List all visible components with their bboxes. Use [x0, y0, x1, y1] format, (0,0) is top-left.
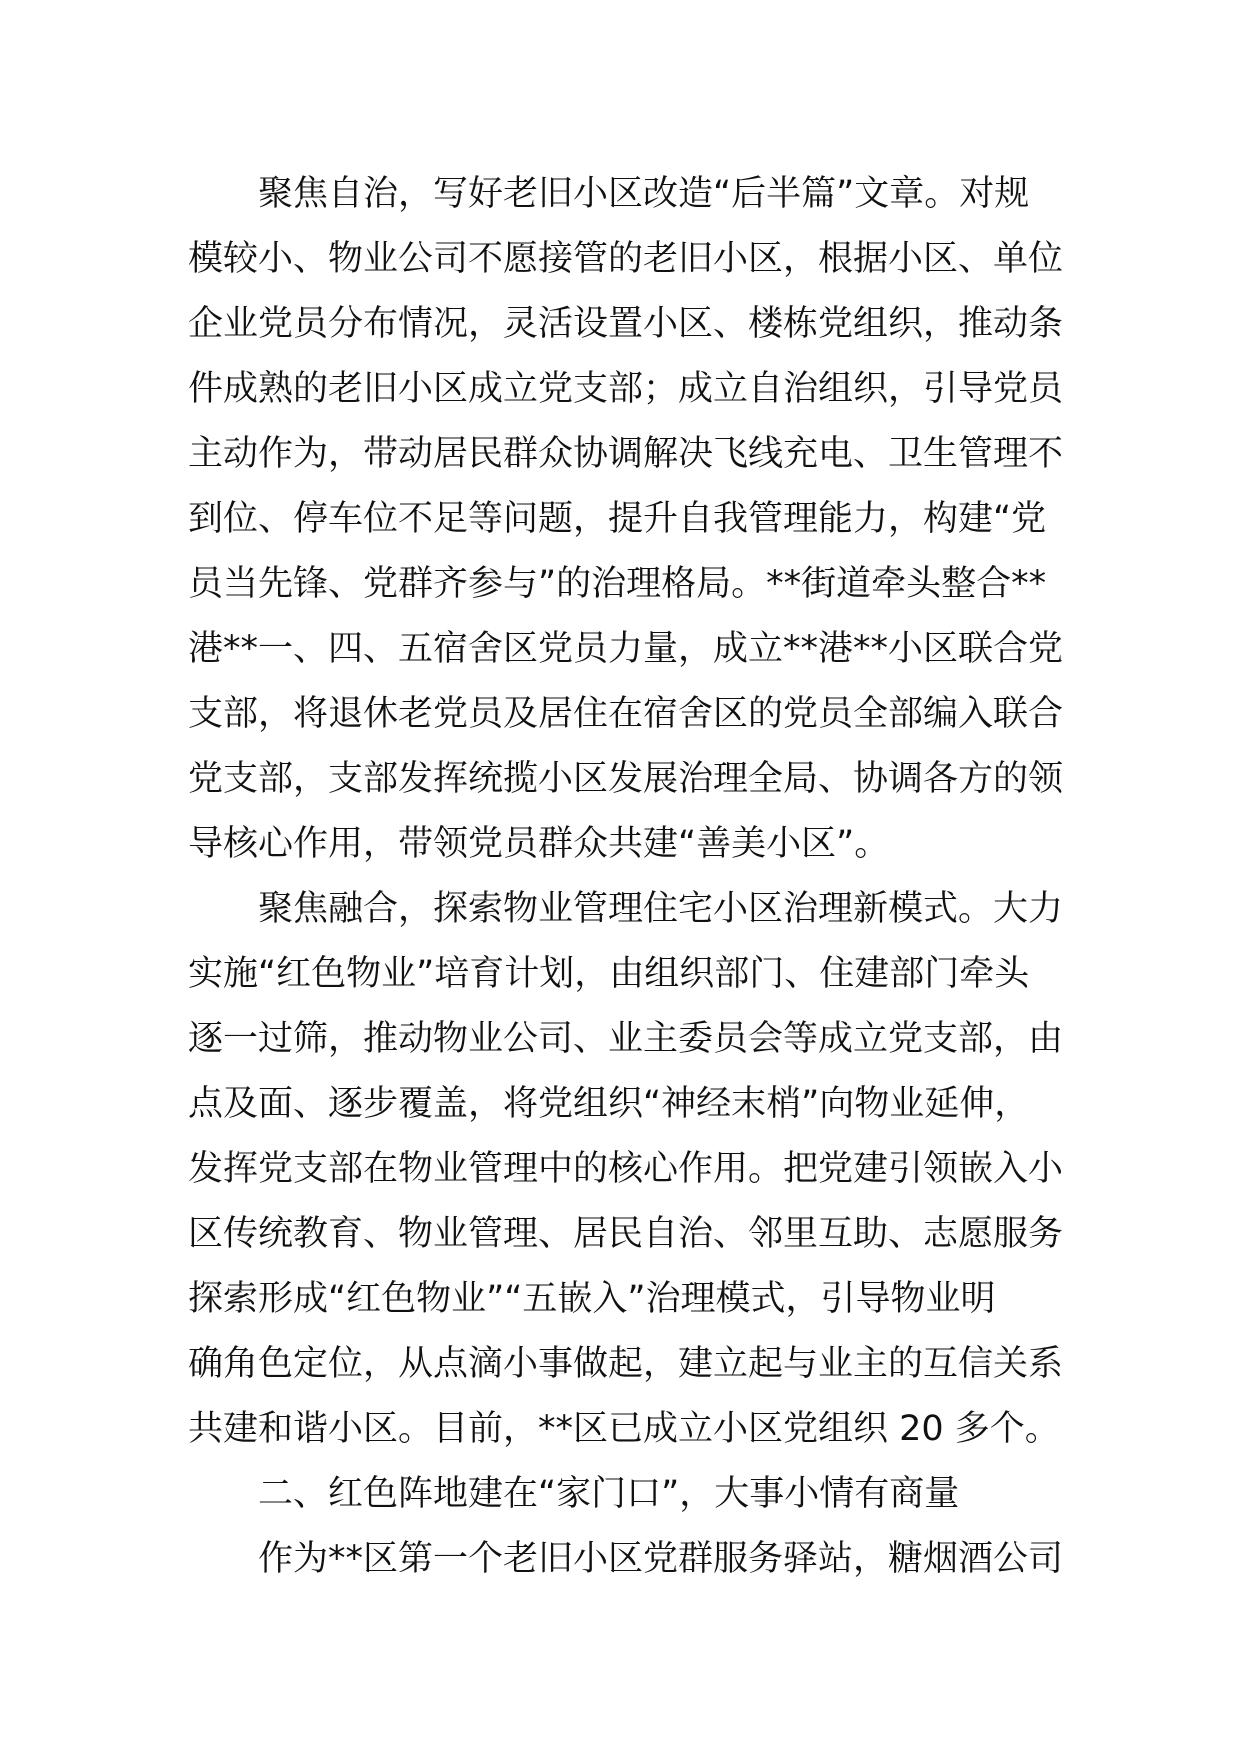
paragraph-3-line-1: 作为**区第一个老旧小区党群服务驿站，糖烟酒公司: [258, 1539, 1064, 1579]
paragraph-2-line-1: 聚焦融合，探索物业管理住宅小区治理新模式。大力: [258, 889, 1064, 929]
paragraph-1-line-3: 企业党员分布情况，灵活设置小区、楼栋党组织，推动条: [188, 304, 1064, 344]
paragraph-1-line-9: 支部，将退休老党员及居住在宿舍区的党员全部编入联合: [188, 694, 1064, 734]
paragraph-1-line-1: 聚焦自治，写好老旧小区改造“后半篇”文章。对规: [258, 174, 1030, 214]
paragraph-2-line-2: 实施“红色物业”培育计划，由组织部门、住建部门牵头: [188, 954, 1030, 994]
paragraph-2-line-7: 探索形成“红色物业”“五嵌入”治理模式，引导物业明: [188, 1279, 996, 1319]
paragraph-1-line-2: 模较小、物业公司不愿接管的老旧小区，根据小区、单位: [188, 239, 1064, 279]
paragraph-1-line-4: 件成熟的老旧小区成立党支部；成立自治组织，引导党员: [188, 369, 1064, 409]
paragraph-2-line-4: 点及面、逐步覆盖，将党组织“神经末梢”向物业延伸，: [188, 1084, 1030, 1124]
paragraph-1-line-7: 员当先锋、党群齐参与”的治理格局。**街道牵头整合**: [188, 564, 1047, 604]
paragraph-2-line-8: 确角色定位，从点滴小事做起，建立起与业主的互信关系: [188, 1344, 1064, 1384]
paragraph-2-line-6: 区传统教育、物业管理、居民自治、邻里互助、志愿服务: [188, 1214, 1064, 1254]
document-body: [188, 162, 1064, 1592]
paragraph-1-line-6: 到位、停车位不足等问题，提升自我管理能力，构建“党: [188, 499, 1047, 539]
paragraph-1-line-8: 港**一、四、五宿舍区党员力量，成立**港**小区联合党: [188, 629, 1064, 669]
paragraph-2-line-3: 逐一过筛，推动物业公司、业主委员会等成立党支部，由: [188, 1019, 1064, 1059]
section-heading: 二、红色阵地建在“家门口”，大事小情有商量: [258, 1474, 960, 1514]
paragraph-1-line-10: 党支部，支部发挥统揽小区发展治理全局、协调各方的领: [188, 759, 1064, 799]
paragraph-1-line-11: 导核心作用，带领党员群众共建“善美小区”。: [188, 824, 890, 864]
paragraph-2-line-9: 共建和谐小区。目前，**区已成立小区党组织 20 多个。: [188, 1409, 1060, 1449]
paragraph-1-line-5: 主动作为，带动居民群众协调解决飞线充电、卫生管理不: [188, 434, 1064, 474]
paragraph-2-line-5: 发挥党支部在物业管理中的核心作用。把党建引领嵌入小: [188, 1149, 1064, 1189]
